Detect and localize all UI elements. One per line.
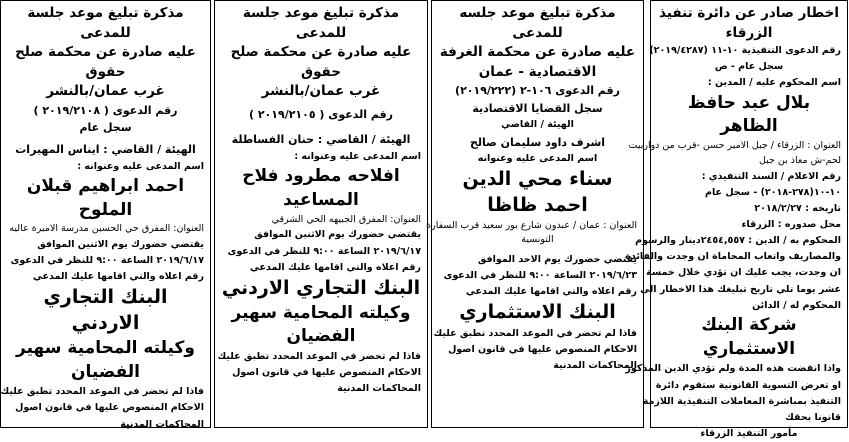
warning-line: فاذا لم تحضر في الموعد المحدد تطبق عليك bbox=[217, 351, 421, 363]
notice-economic-court bbox=[426, 0, 644, 428]
summons-line: يقتضي حضورك يوم الاحد الموافق bbox=[477, 254, 637, 266]
notice-west-amman-2105 bbox=[214, 0, 428, 428]
plaintiff-name: البنك الاستثماري bbox=[459, 301, 616, 324]
notice-title: غرب عمان/بالنشر bbox=[261, 83, 381, 100]
session-line: ٢٠١٩/٦/١٧ الساعة ٩:٠٠ للنظر في الدعوى bbox=[10, 255, 204, 267]
notice-date: تاريخه : ٢٠١٨/٢/٢٧ bbox=[754, 202, 841, 214]
judge-name: اشرف داود سليمان صالح bbox=[469, 135, 606, 149]
plaintiff-lawyer: وكيلته المحامية سهير الفضيان bbox=[231, 302, 411, 347]
notice-title: الاقتصادية - عمان bbox=[478, 63, 597, 80]
creditor-name: شركة البنك الاستثماري bbox=[701, 314, 797, 359]
judge-label: الهيئة / القاضي bbox=[501, 119, 574, 131]
respondent-name: بلال عبد حافظ الظاهر bbox=[687, 92, 811, 137]
notice-title: عليه صادرة عن محكمة صلح حقوق bbox=[230, 44, 412, 80]
issue-place: محل صدوره : الزرقاء bbox=[741, 219, 841, 230]
warning-line: الاحكام المنصوص عليها في قانون اصول bbox=[15, 402, 204, 414]
case-line: رقم اعلاه والتي اقامها عليك المدعي bbox=[465, 286, 637, 298]
warning-line: الاحكام المنصوص عليها في قانون اصول bbox=[448, 344, 637, 356]
defendant-label: اسم المدعى عليه وعنوانه : bbox=[77, 160, 204, 172]
warning-line: فاذا لم تحضر في الموعد المحدد تطبق عليك bbox=[433, 328, 637, 340]
case-number: رقم الدعوى ( ٢٠١٩/٢١٠٥ ) bbox=[248, 107, 394, 121]
plaintiff-name: البنك التجاري الاردني bbox=[43, 286, 168, 335]
notice-title: عليه صادرة عن محكمة الغرفة bbox=[439, 44, 636, 61]
amount-line: المحكوم به / الدين : ٢٤٥٤,٥٥٧دينار والرسوم bbox=[635, 235, 841, 247]
warning-line: قانونا بحقك bbox=[785, 411, 841, 423]
notice-title: مذكرة تبليغ موعد جلسة للمدعى bbox=[242, 5, 400, 41]
address-line: العنوان : الزرقاء / جبل الامير حسن -قرب من دواربيت bbox=[628, 140, 841, 152]
case-number: رقم الدعوى ١٠٦-٢ (٢٠١٩/٢٢٢) bbox=[455, 84, 620, 98]
registry: سجل عام bbox=[79, 121, 132, 135]
plaintiff-lawyer: وكيلته المحامية سهير الفضيان bbox=[16, 337, 195, 382]
signature: مأمور التنفيذ الزرقاء bbox=[700, 428, 798, 439]
summons-line: يقتضي حضورك يوم الاثنين الموافق bbox=[254, 229, 421, 241]
warning-line: واذا انقضت هذه المدة ولم تؤدي الدين المذكور bbox=[625, 363, 841, 375]
notice-execution-zarqa bbox=[625, 0, 848, 439]
defendant-name: افلاحه مطرود فلاح المساعيد bbox=[242, 166, 400, 210]
address-line: العنوان : عمان / عبدون شارع بور سعيد قرب السفارة bbox=[426, 219, 637, 231]
amount-line: والمصاريف واتعاب المحاماة ان وجدت والفائدة bbox=[625, 251, 841, 263]
notice-west-amman-2108 bbox=[0, 0, 211, 428]
notice-title: عليه صادرة عن محكمة صلح حقوق bbox=[15, 44, 196, 80]
judge: الهيئة / القاضي : حنان الفساطلة bbox=[231, 133, 411, 147]
warning-line: فاذا لم تحضر في الموعد المحدد تطبق عليك bbox=[0, 386, 204, 398]
judge: الهيئة / القاضي : ايناس المهيرات bbox=[15, 143, 196, 156]
warning-line: التنفيذ بمباشرة المعاملات التنفيذية اللازمة bbox=[642, 395, 841, 407]
warning-line: المحاكمات المدنية bbox=[337, 383, 421, 395]
defendant-name: احمد ابراهيم قبلان الملوح bbox=[26, 175, 185, 220]
warning-line: الاحكام المنصوص عليها في قانون اصول bbox=[232, 367, 421, 379]
notice-title: غرب عمان/بالنشر bbox=[46, 83, 165, 100]
address-line: العنوان: المفرق الجبيهه الحي الشرقي bbox=[271, 213, 421, 225]
creditor-label: المحكوم له / الدائن bbox=[752, 299, 841, 311]
warning-line: المحاكمات المدنية bbox=[120, 418, 204, 430]
case-number: رقم الدعوى التنفيذية ١٠-١١ (٢٠١٩/٤٢٨٧) bbox=[649, 45, 841, 57]
defendant-label: اسم المدعى عليه وعنوانه : bbox=[294, 151, 421, 162]
summons-line: يقتضي حضورك يوم الاثنين الموافق bbox=[37, 239, 204, 251]
case-line: رقم اعلاه والتي اقامها عليك المدعي bbox=[249, 261, 421, 273]
notice-title: مذكرة تبليغ موعد جلسه للمدعى bbox=[459, 5, 616, 41]
warning-line: المحاكمات المدنية bbox=[553, 360, 637, 372]
defendant-name: سناء محي الدين احمد ظاظا bbox=[462, 168, 613, 216]
address-line: العنوان: المفرق حي الحسين مدرسة الاميرة عاليه bbox=[9, 223, 204, 235]
defendant-label: اسم المدعى عليه وعنوانه bbox=[477, 153, 598, 165]
notice-title: اخطار صادر عن دائرة تنفيذ الزرقاء bbox=[659, 5, 839, 41]
notice-title: مذكرة تبليغ موعد جلسة للمدعى bbox=[27, 5, 184, 41]
warning-line: او تعرض التسوية القانونية ستقوم دائرة bbox=[655, 379, 841, 391]
case-number: رقم الدعوى ( ٢٠١٩/٢١٠٨ ) bbox=[33, 103, 178, 117]
amount-line: ان وجدت، يجب عليك ان تؤدي خلال خمسة bbox=[646, 267, 841, 279]
registry: سجل القضايا الاقتصادية bbox=[472, 101, 603, 115]
registry: سجل عام - ص bbox=[714, 61, 784, 73]
notice-number: ١٠-١٠(٢٧٨-٢٠١٨) - سجل عام bbox=[705, 186, 841, 198]
address-line: التونسية bbox=[521, 234, 554, 246]
amount-line: عشر يوما تلي تاريخ تبليغك هذا الاخطار الى bbox=[640, 283, 841, 295]
plaintiff-name: البنك التجاري الاردني bbox=[221, 276, 421, 299]
notice-number-label: رقم الاعلام / السند التنفيذي : bbox=[701, 170, 841, 182]
session-line: ٢٠١٩/٦/٢٣ الساعة ٩:٠٠ للنظر في الدعوى bbox=[443, 270, 637, 282]
respondent-label: اسم المحكوم عليه / المدين : bbox=[707, 77, 841, 89]
session-line: ٢٠١٩/٦/١٧ الساعة ٩:٠٠ للنظر في الدعوى bbox=[227, 245, 421, 257]
address-line: لحم-ش معاذ بن جبل bbox=[758, 154, 841, 166]
case-line: رقم اعلاه والتي اقامها عليك المدعي bbox=[32, 271, 204, 283]
